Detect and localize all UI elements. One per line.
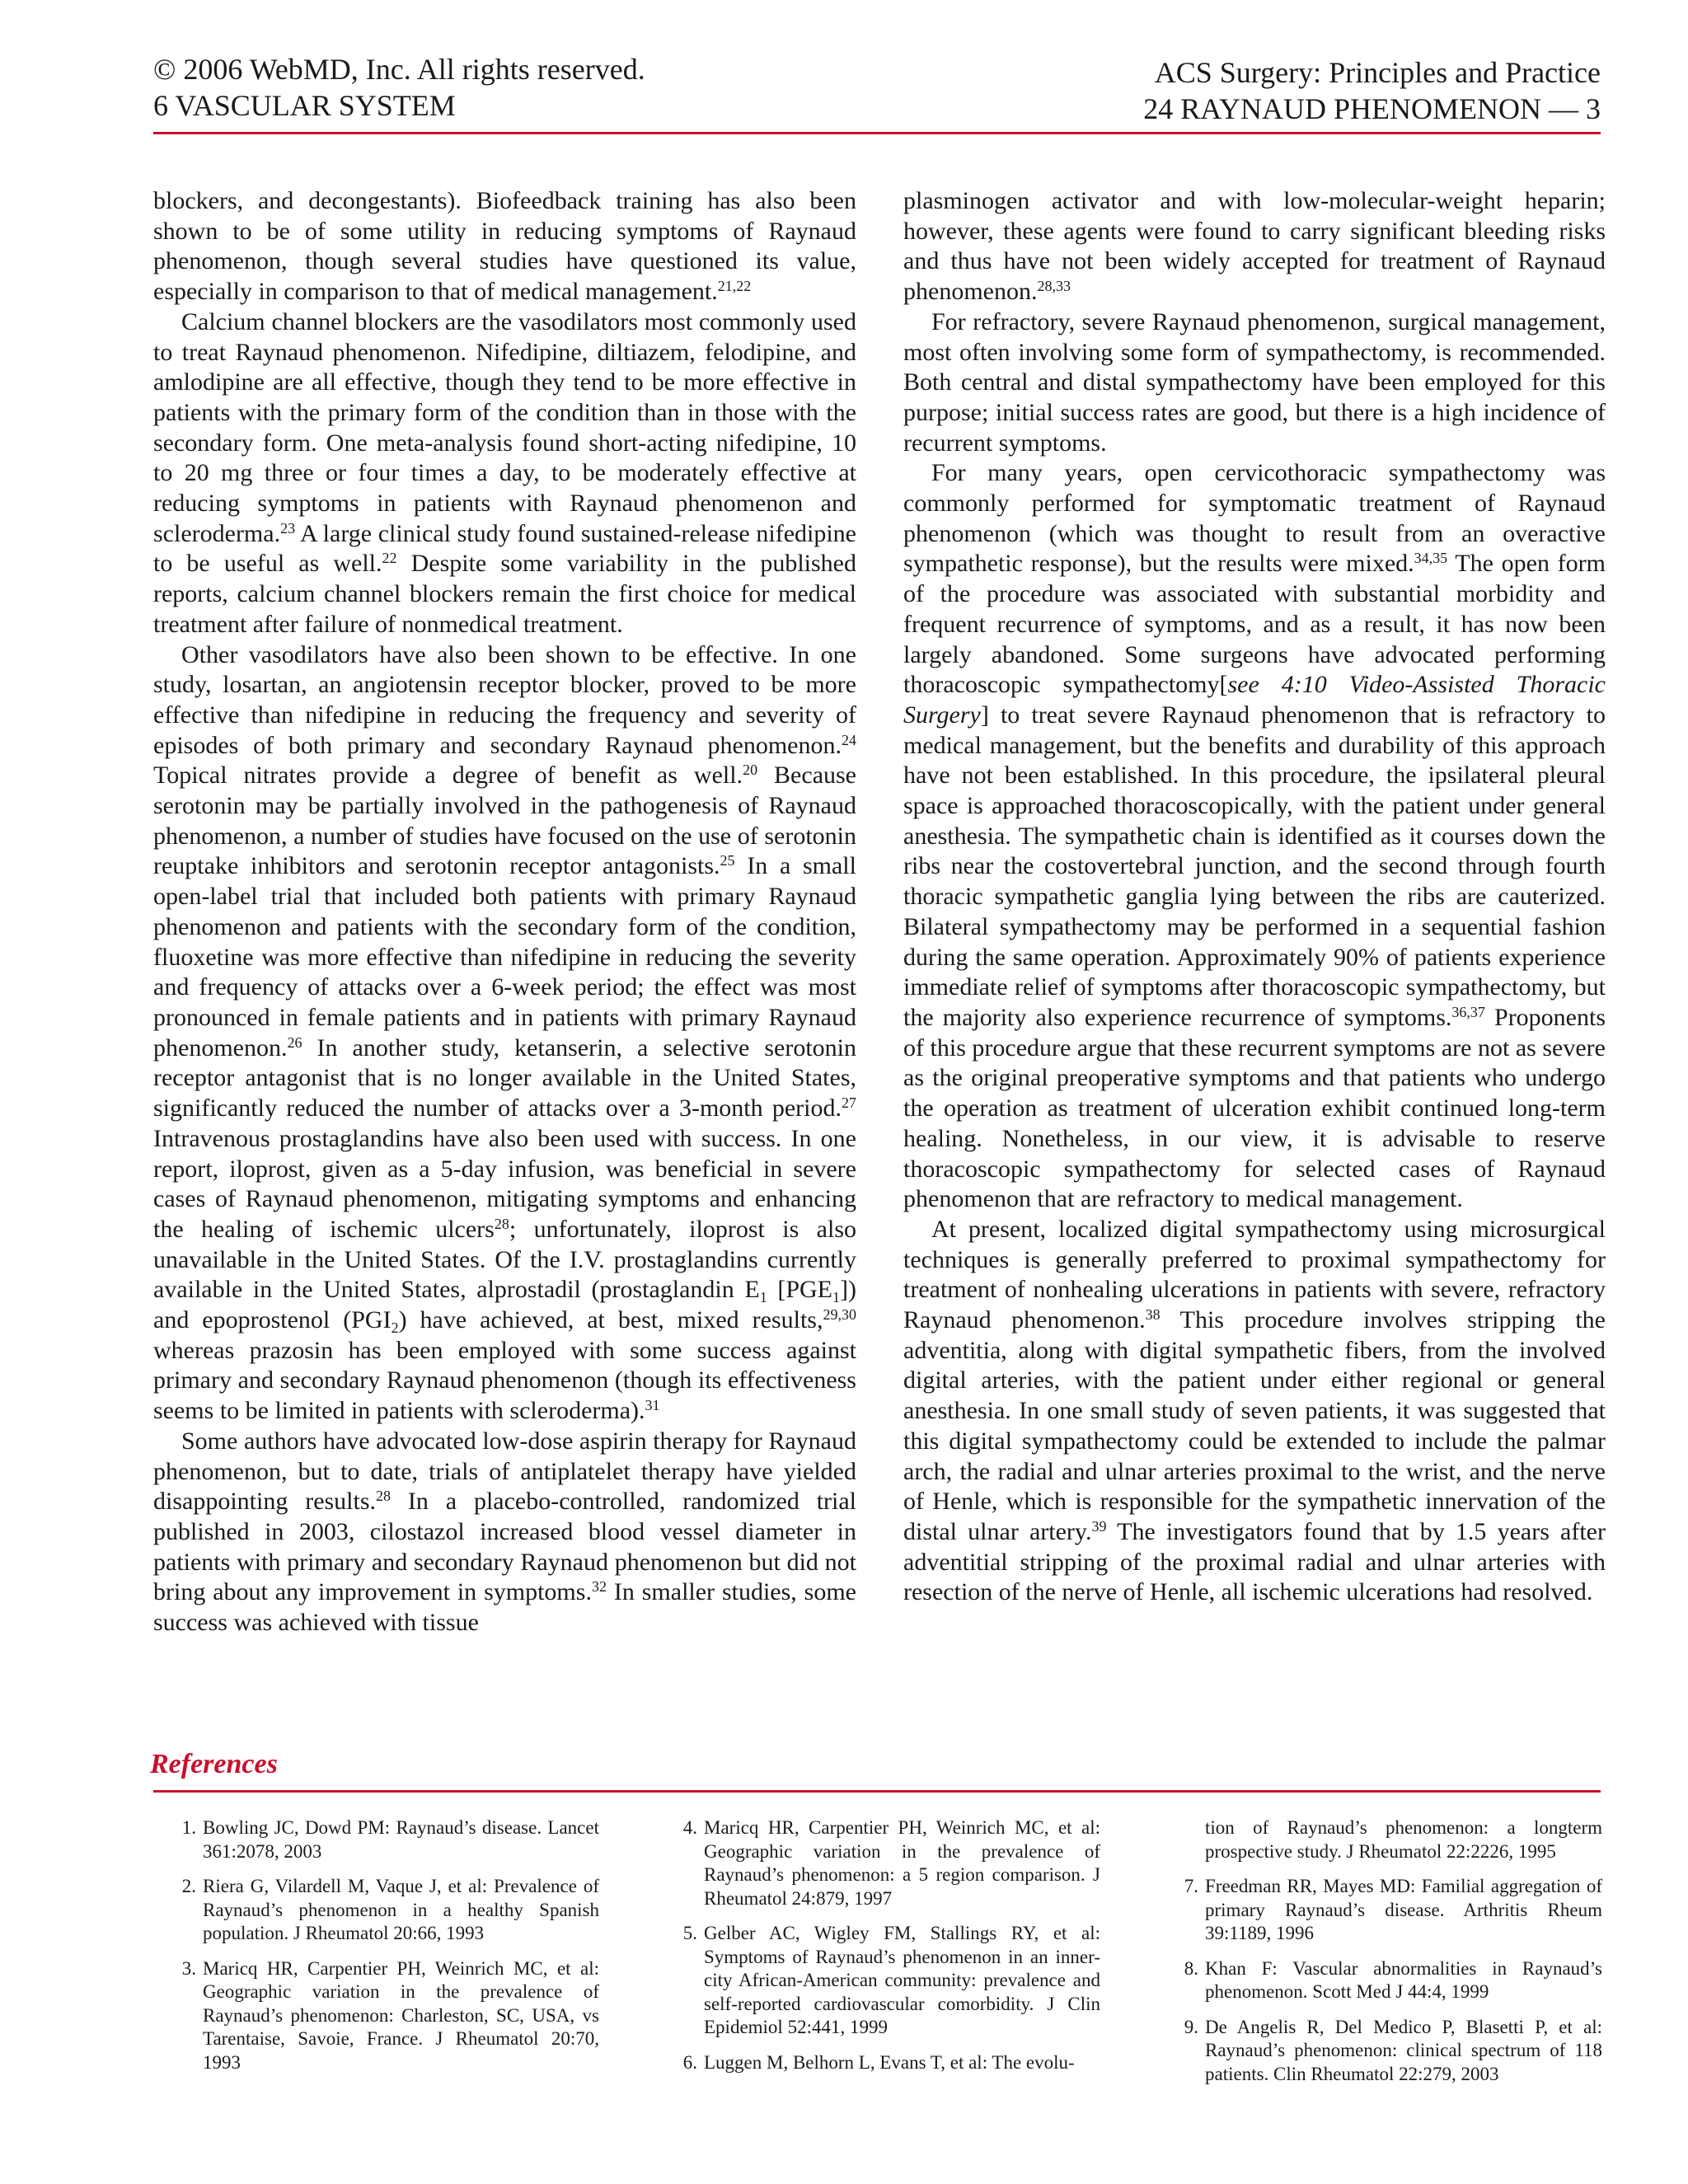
left-column [153, 186, 856, 1638]
right-column [903, 186, 1606, 1608]
reference-item: 6. Luggen M, Belhorn L, Evans T, et al: The evolu- [682, 2051, 1075, 2073]
references-rule [153, 1790, 1601, 1793]
reference-item: 7. Freedman RR, Mayes MD: Familial aggregation of primary Raynaud’s disease. Arthritis Rheum 39:1189, 1996 [1184, 1876, 1602, 1943]
citation: 36,37 [1451, 1003, 1485, 1020]
paragraph: plasminogen activator and with low-molecular-weight heparin; however, these agents were found to carry significant bleeding risks and thus have not been widely accepted for treatment of Raynaud phenomenon.$^{28,33}$ [903, 187, 1606, 306]
citation: 39 [1091, 1517, 1107, 1535]
paragraph: Some authors have advocated low-dose aspirin therapy for Raynaud phenomenon, but to date, trials of antiplatelet therapy have yielded disappointing results.$^{28}$ In a placebo-controlled, randomized trial published in 2003, cilostazol increased blood vessel diameter in patients with primary and secondary Raynaud phenomenon but did not bring about any improvement in symptoms.$^{32}$ In smaller studies, some success was achieved with tissue [153, 1427, 857, 1637]
citation: 27 [842, 1094, 856, 1112]
header-rule [153, 132, 1601, 134]
citation: 22 [382, 550, 397, 567]
reference-item: 5. Gelber AC, Wigley FM, Stallings RY, et al: Symptoms of Raynaud’s phenomenon in an inner-city African-American community: prevalence and self-reported cardiovascular comorbidity. J Clin Epidemiol 52:441, 1999 [682, 1923, 1100, 2037]
references-heading: References [150, 1749, 278, 1779]
citation: 29,30 [823, 1306, 856, 1324]
reference-item: 8. Khan F: Vascular abnormalities in Raynaud’s phenomenon. Scott Med J 44:4, 1999 [1184, 1957, 1602, 2002]
header-left [153, 51, 645, 124]
reference-item-continued: tion of Raynaud’s phenomenon: a longterm prospective study. J Rheumatol 22:2226, 1995 [1205, 1817, 1602, 1862]
references-column-1 [166, 1816, 599, 2086]
section-title: 6 VASCULAR SYSTEM [153, 89, 456, 122]
references-column-2 [668, 1816, 1100, 2086]
paragraph: For many years, open cervicothoracic sympathectomy was commonly performed for symptomatic treatment of Raynaud phenomenon (which was thought to result from an overactive sympathetic response), but the results were mixed.$^{34,35}$ The open form of the procedure was associated with substantial morbidity and frequent recurrence of symptoms, and as a result, it has now been largely abandoned. Some surgeons have advocated performing thoracoscopic sympathectomy[see 4:10 Video-Assisted Thoracic Surgery] to treat severe Raynaud phenomenon that is refractory to medical management, but the benefits and durability of this approach have not been established. In this procedure, the ipsilateral pleural space is approached thoracoscopically, with the patient under general anesthesia. The sympathetic chain is identified as it courses down the ribs near the costovertebral junction, and the second through fourth thoracic sympathetic ganglia lying between the ribs are cauterized. Bilateral sympathectomy may be performed in a sequential fashion during the same operation. Approximately 90% of patients experience immediate relief of symptoms after thoracoscopic sympathectomy, but the majority also experience recurrence of symptoms.$^{36,37}$ Proponents of this procedure argue that these recurrent symptoms are not as severe as the original preoperative symptoms and that patients who undergo the operation as treatment of ulceration exhibit continued long-term healing. Nonetheless, in our view, it is advisable to reserve thoracoscopic sympathectomy for selected cases of Raynaud phenomenon that are refractory to medical management. [903, 459, 1606, 1213]
cross-reference-link[interactable]: see 4:10 Video-Assisted Thoracic Surgery [903, 671, 1606, 729]
book-title: ACS Surgery: Principles and Practice [1154, 56, 1601, 89]
citation: 38 [1145, 1306, 1160, 1324]
citation: 25 [720, 852, 735, 869]
reference-item: 2. Riera G, Vilardell M, Vaque J, et al: Prevalence of Raynaud’s phenomenon in a healthy Spanish population. J Rheumatol 20:66, 1993 [181, 1876, 599, 1943]
paragraph: Other vasodilators have also been shown to be effective. In one study, losartan, an angiotensin receptor blocker, proved to be more effective than nifedipine in reducing the frequency and severity of episodes of both primary and secondary Raynaud phenomenon.$^{24}$ Topical nitrates provide a degree of benefit as well.$^{20}$ Because serotonin may be partially involved in the pathogenesis of Raynaud phenomenon, a number of studies have focused on the use of serotonin reuptake inhibitors and serotonin receptor antagonists.$^{25}$ In a small open-label trial that included both patients with primary Raynaud phenomenon and patients with the secondary form of the condition, fluoxetine was more effective than nifedipine in reducing the severity and frequency of attacks over a 6-week period; the effect was most pronounced in female patients and in patients with primary Raynaud phenomenon.$^{26}$ In another study, ketanserin, a selective serotonin receptor antagonist that is no longer available in the United States, significantly reduced the number of attacks over a 3-month period.$^{27}$ Intravenous prostaglandins have also been used with success. In one report, iloprost, given as a 5-day infusion, was beneficial in severe cases of Raynaud phenomenon, mitigating symptoms and enhancing the healing of ischemic ulcers$^{28}$; unfortunately, iloprost is also unavailable in the United States. Of the I.V. prostaglandins currently available in the United States, alprostadil (prostaglandin $E_1$ $[PGE_1]$) and epoprostenol $(PGI_2)$ have achieved, at best, mixed results,$^{29,30}$ whereas prazosin has been employed with some success against primary and secondary Raynaud phenomenon (though its effectiveness seems to be limited in patients with scleroderma).$^{31}$ [153, 640, 856, 1425]
citation: 24 [842, 731, 856, 748]
citation: 32 [591, 1578, 607, 1596]
citation: 34,35 [1414, 550, 1448, 567]
reference-item: 9. De Angelis R, Del Medico P, Blasetti P, et al: Raynaud’s phenomenon: clinical spectrum of 118 patients. Clin Rheumatol 22:279, 2003 [1184, 2016, 1602, 2084]
citation: 20 [743, 762, 758, 779]
references-column-3 [1169, 1816, 1602, 2097]
chapter-title: 24 RAYNAUD PHENOMENON — 3 [1143, 92, 1601, 125]
reference-item: 4. Maricq HR, Carpentier PH, Weinrich MC, et al: Geographic variation in the prevalence of Raynaud’s phenomenon: a 5 region comparison. J Rheumatol 24:879, 1997 [682, 1817, 1100, 1909]
reference-item: 1. Bowling JC, Dowd PM: Raynaud’s disease. Lancet 361:2078, 2003 [181, 1817, 599, 1862]
reference-item: 3. Maricq HR, Carpentier PH, Weinrich MC, et al: Geographic variation in the prevalence of Raynaud’s phenomenon: Charleston, SC, USA, vs Tarentaise, Savoie, France. J Rheumatol 20:70, 1993 [181, 1957, 599, 2073]
header-right [1143, 54, 1601, 127]
citation: 28 [376, 1488, 392, 1505]
copyright-line: © 2006 WebMD, Inc. All rights reserved. [153, 53, 645, 86]
citation: 23 [280, 519, 296, 537]
citation: 28,33 [1037, 278, 1071, 295]
citation: 21,22 [717, 278, 752, 295]
paragraph: At present, localized digital sympathectomy using microsurgical techniques is generally preferred to proximal sympathectomy for treatment of nonhealing ulcerations in patients with severe, refractory Raynaud phenomenon.$^{38}$ This procedure involves stripping the adventitia, along with digital sympathetic fibers, from the involved digital arteries, with the patient under either regional or general anesthesia. In one small study of seven patients, it was suggested that this digital sympathectomy could be extended to include the palmar arch, the radial and ulnar arteries proximal to the wrist, and the nerve of Henle, which is responsible for the sympathetic innervation of the distal ulnar artery.$^{39}$ The investigators found that by 1.5 years after adventitial stripping of the proximal radial and ulnar arteries with resection of the nerve of Henle, all ischemic ulcerations had resolved. [903, 1215, 1606, 1606]
paragraph: blockers, and decongestants). Biofeedback training has also been shown to be of some utility in reducing symptoms of Raynaud phenomenon, though several studies have questioned its value, especially in comparison to that of medical management.$^{21,22}$ [153, 187, 856, 306]
citation: 28 [494, 1215, 509, 1232]
citation: 31 [645, 1397, 660, 1414]
paragraph: Calcium channel blockers are the vasodilators most commonly used to treat Raynaud phenomenon. Nifedipine, diltiazem, felodipine, and amlodipine are all effective, though they tend to be more effective in patients with the primary form of the condition than in those with the secondary form. One meta-analysis found short-acting nifedipine, 10 to 20 mg three or four times a day, to be moderately effective at reducing symptoms in patients with Raynaud phenomenon and scleroderma.$^{23}$ A large clinical study found sustained-release nifedipine to be useful as well.$^{22}$ Despite some variability in the published reports, calcium channel blockers remain the first choice for medical treatment after failure of nonmedical treatment. [153, 307, 856, 638]
paragraph: For refractory, severe Raynaud phenomenon, surgical management, most often involving some form of sympathectomy, is recommended. Both central and distal sympathectomy have been employed for this purpose; initial success rates are good, but there is a high incidence of recurrent symptoms. [903, 307, 1606, 457]
citation: 26 [287, 1033, 302, 1051]
